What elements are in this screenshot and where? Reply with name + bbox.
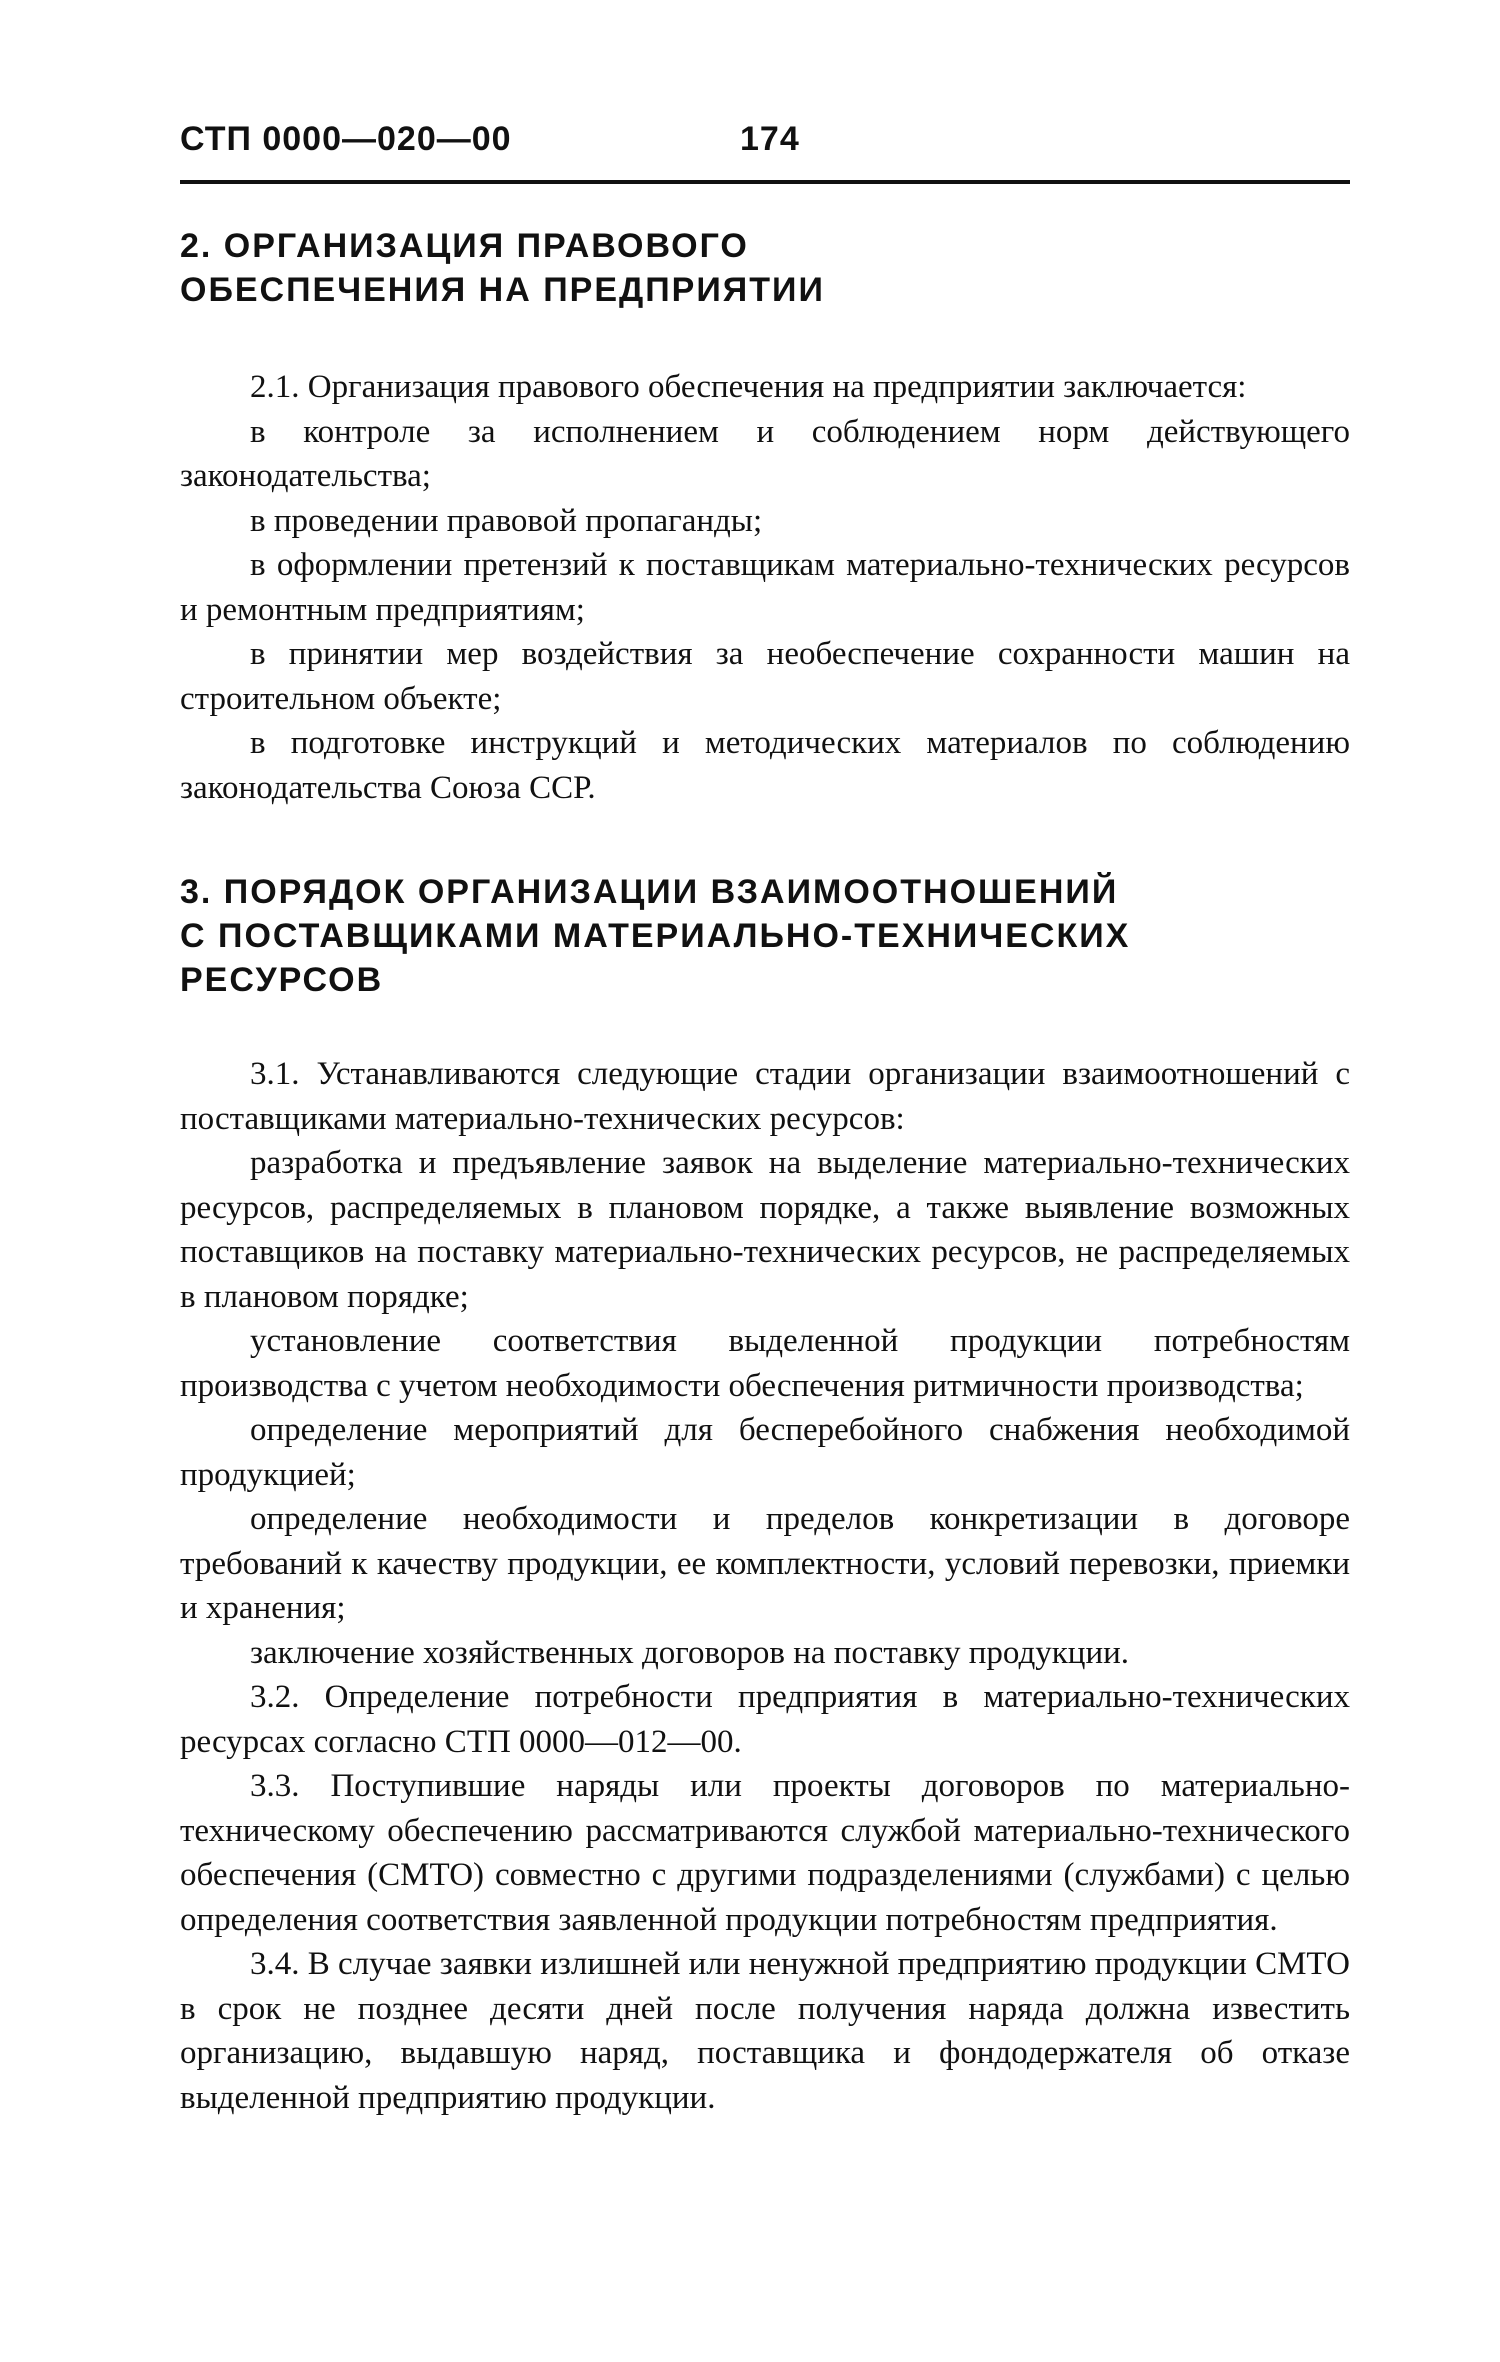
page-number: 174 [740, 120, 800, 158]
paragraph-3-2: 3.2. Определение потребности предприятия в материально-технических ресурсах согласно СТП 0000—012—00. [180, 1679, 1350, 1760]
section-3-body [180, 1052, 1350, 2120]
section-3-heading-line: РЕСУРСОВ [180, 961, 384, 999]
paragraph-3-4: 3.4. В случае заявки излишней или ненужной предприятию продукции СМТО в срок не позднее десяти дней после получения наряда должна известить организацию, выдавшую наряд, поставщика и фондодержателя об отказе выделенной предприятию продукции. [180, 1946, 1350, 2116]
section-2-heading-line: ОБЕСПЕЧЕНИЯ НА ПРЕДПРИЯТИИ [180, 271, 825, 309]
list-item: определение мероприятий для бесперебойного снабжения необходимой продукцией; [180, 1412, 1350, 1493]
document-page [180, 120, 1350, 2120]
header-rule [180, 180, 1350, 184]
paragraph-3-3: 3.3. Поступившие наряды или проекты договоров по материально-техническому обеспечению рассматриваются службой материально-технического обеспечения (СМТО) совместно с другими подразделениями (службами) с целью определения соответствия заявленной продукции потребностям предприятия. [180, 1768, 1350, 1938]
list-item: установление соответствия выделенной продукции потребностям производства с учетом необходимости обеспечения ритмичности производства; [180, 1323, 1350, 1404]
section-2-body [180, 365, 1350, 810]
list-item: в проведении правовой пропаганды; [250, 502, 763, 539]
list-item: в оформлении претензий к поставщикам материально-технических ресурсов и ремонтным предприятиям; [180, 547, 1350, 628]
list-item: в подготовке инструкций и методических материалов по соблюдению законодательства Союза ССР. [180, 725, 1350, 806]
list-item: определение необходимости и пределов конкретизации в договоре требований к качеству продукции, ее комплектности, условий перевозки, приемки и хранения; [180, 1501, 1350, 1626]
list-item: разработка и предъявление заявок на выделение материально-технических ресурсов, распределяемых в плановом порядке, а также выявление возможных поставщиков на поставку материально-технических ресурсов, не распределяемых в плановом порядке; [180, 1145, 1350, 1315]
section-2-heading [180, 224, 1350, 312]
section-2-heading-line: 2. ОРГАНИЗАЦИЯ ПРАВОВОГО [180, 227, 749, 265]
document-code: СТП 0000—020—00 [180, 120, 512, 158]
section-3-heading [180, 870, 1350, 1002]
section-3-heading-line: С ПОСТАВЩИКАМИ МАТЕРИАЛЬНО-ТЕХНИЧЕСКИХ [180, 917, 1131, 955]
list-item: в принятии мер воздействия за необеспечение сохранности машин на строительном объекте; [180, 636, 1350, 717]
running-header [180, 120, 1350, 172]
paragraph-3-1: 3.1. Устанавливаются следующие стадии организации взаимоотношений с поставщиками материально-технических ресурсов: [180, 1056, 1350, 1137]
list-item: заключение хозяйственных договоров на поставку продукции. [250, 1634, 1130, 1671]
list-item: в контроле за исполнением и соблюдением норм действующего законодательства; [180, 413, 1350, 494]
paragraph-2-1: 2.1. Организация правового обеспечения на предприятии заключается: [250, 369, 1247, 405]
section-3-heading-line: 3. ПОРЯДОК ОРГАНИЗАЦИИ ВЗАИМООТНОШЕНИЙ [180, 873, 1119, 911]
